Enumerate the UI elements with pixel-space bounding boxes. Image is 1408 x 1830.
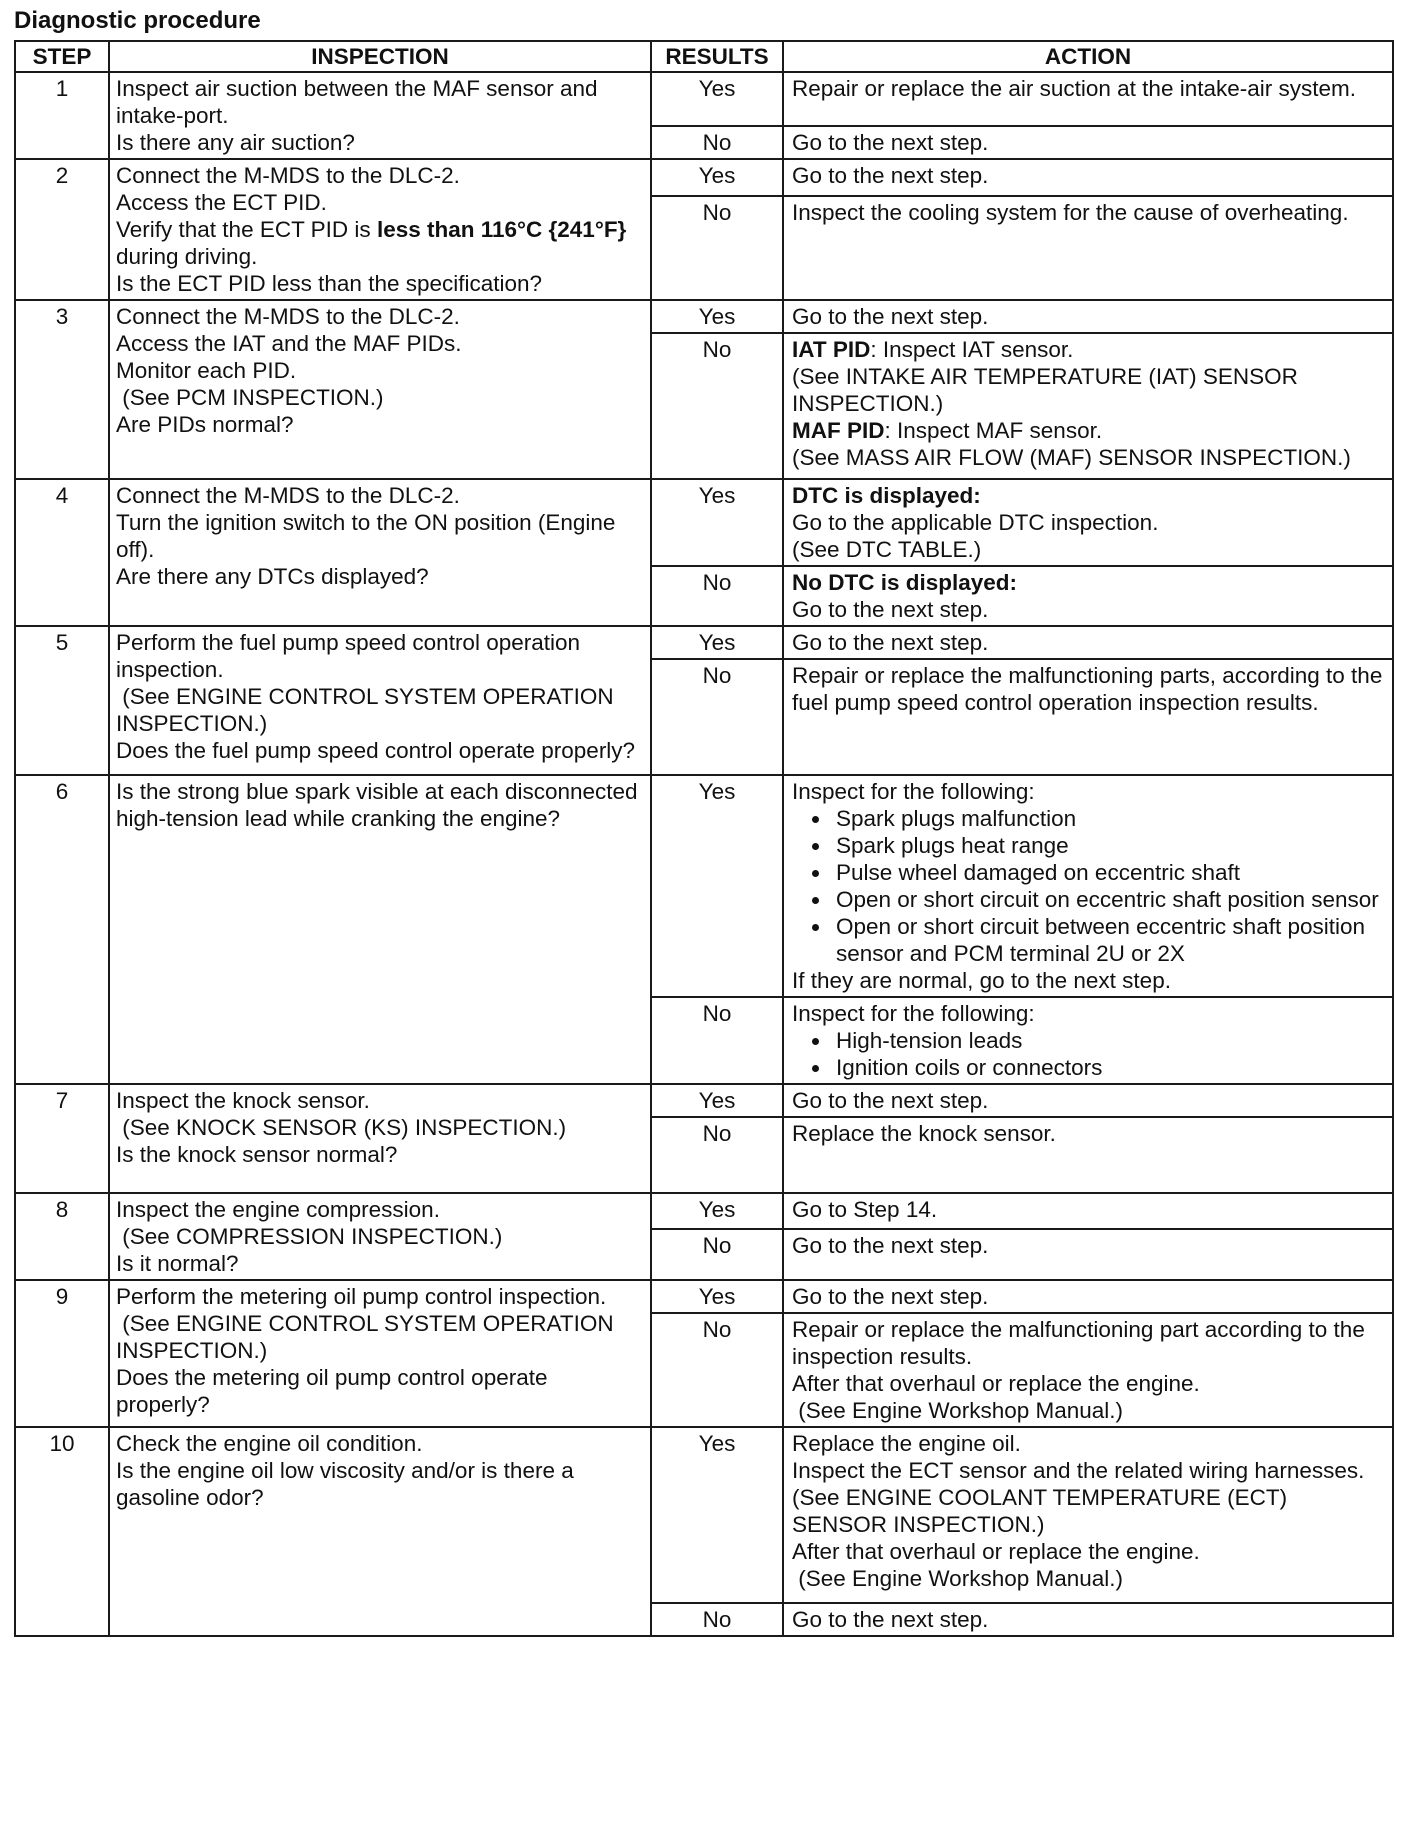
action-cell bbox=[783, 1084, 1393, 1117]
action-cell bbox=[783, 479, 1393, 566]
action-cell bbox=[783, 1427, 1393, 1603]
inspection-line: Check the engine oil condition. bbox=[116, 1431, 423, 1456]
table-row bbox=[15, 300, 1393, 333]
inspection-line: Monitor each PID. bbox=[116, 358, 297, 383]
step-number: 3 bbox=[15, 300, 109, 479]
inspection-line: Access the IAT and the MAF PIDs. bbox=[116, 331, 462, 356]
action-line: Inspect the cooling system for the cause of overheating. bbox=[792, 199, 1349, 225]
inspection-line: Perform the metering oil pump control inspection. bbox=[116, 1284, 607, 1309]
action-cell bbox=[783, 1229, 1393, 1280]
action-cell bbox=[783, 1193, 1393, 1229]
inspection-line: Is the engine oil low viscosity and/or is there a gasoline odor? bbox=[116, 1458, 580, 1510]
diagnostic-table bbox=[14, 40, 1394, 1637]
table-row bbox=[15, 1084, 1393, 1117]
action-cell bbox=[783, 775, 1393, 997]
bullet-item: • Pulse wheel damaged on eccentric shaft bbox=[832, 859, 1384, 886]
action-text: : Inspect MAF sensor. bbox=[884, 418, 1103, 443]
action-cell bbox=[783, 626, 1393, 659]
bullet-item: • Open or short circuit between eccentric shaft position sensor and PCM terminal 2U or 2X bbox=[832, 913, 1384, 967]
action-text: : Inspect IAT sensor. bbox=[870, 337, 1074, 362]
result-value: No bbox=[651, 997, 783, 1084]
header-inspection: INSPECTION bbox=[109, 41, 651, 72]
inspection-cell bbox=[109, 775, 651, 1084]
action-cell bbox=[783, 126, 1393, 159]
result-value: Yes bbox=[651, 72, 783, 126]
inspection-line: Perform the fuel pump speed control operation inspection. bbox=[116, 630, 587, 682]
inspection-line: Access the ECT PID. bbox=[116, 190, 327, 215]
table-row bbox=[15, 1427, 1393, 1603]
action-line: Go to the next step. bbox=[792, 597, 989, 622]
action-line: (See Engine Workshop Manual.) bbox=[792, 1566, 1124, 1591]
table-row bbox=[15, 775, 1393, 997]
step-number: 6 bbox=[15, 775, 109, 1084]
result-value: Yes bbox=[651, 1084, 783, 1117]
action-line: After that overhaul or replace the engine. bbox=[792, 1371, 1200, 1396]
inspection-line: (See KNOCK SENSOR (KS) INSPECTION.) bbox=[116, 1115, 567, 1140]
result-value: No bbox=[651, 1313, 783, 1427]
action-line: After that overhaul or replace the engine. bbox=[792, 1539, 1200, 1564]
bullet-item: • Spark plugs heat range bbox=[832, 832, 1384, 859]
table-row bbox=[15, 1193, 1393, 1229]
action-line: Repair or replace the malfunctioning parts, according to the fuel pump speed control operation inspection results. bbox=[792, 663, 1389, 715]
bullet-list bbox=[792, 805, 1384, 967]
table-body bbox=[15, 72, 1393, 1636]
action-cell bbox=[783, 1313, 1393, 1427]
inspection-cell bbox=[109, 72, 651, 159]
result-value: No bbox=[651, 333, 783, 479]
inspection-line: Are there any DTCs displayed? bbox=[116, 564, 429, 589]
step-number: 10 bbox=[15, 1427, 109, 1636]
inspection-cell bbox=[109, 1280, 651, 1427]
table-row bbox=[15, 479, 1393, 566]
result-value: Yes bbox=[651, 479, 783, 566]
action-label: MAF PID bbox=[792, 418, 885, 443]
result-value: No bbox=[651, 1603, 783, 1636]
action-cell bbox=[783, 300, 1393, 333]
inspection-line: Does the fuel pump speed control operate properly? bbox=[116, 738, 636, 763]
header-step: STEP bbox=[15, 41, 109, 72]
inspection-line: Is the ECT PID less than the specification? bbox=[116, 271, 543, 296]
bullet-list bbox=[792, 1027, 1384, 1081]
table-header bbox=[15, 41, 1393, 72]
bullet-item: • Open or short circuit on eccentric shaft position sensor bbox=[832, 886, 1384, 913]
table-row bbox=[15, 626, 1393, 659]
action-line: If they are normal, go to the next step. bbox=[792, 968, 1171, 993]
action-line: Go to the next step. bbox=[792, 630, 989, 655]
result-value: Yes bbox=[651, 626, 783, 659]
inspection-cell bbox=[109, 300, 651, 479]
inspection-cell bbox=[109, 1193, 651, 1280]
action-line: Inspect the ECT sensor and the related wiring harnesses. bbox=[792, 1458, 1365, 1483]
action-line: Go to the next step. bbox=[792, 1233, 989, 1259]
inspection-line: Is the knock sensor normal? bbox=[116, 1142, 398, 1167]
action-line: (See INTAKE AIR TEMPERATURE (IAT) SENSOR INSPECTION.) bbox=[792, 364, 1305, 416]
page-title: Diagnostic procedure bbox=[14, 7, 261, 34]
result-value: No bbox=[651, 1229, 783, 1280]
inspection-line: (See ENGINE CONTROL SYSTEM OPERATION INSPECTION.) bbox=[116, 1311, 620, 1363]
action-line: Inspect for the following: bbox=[792, 779, 1035, 804]
step-number: 9 bbox=[15, 1280, 109, 1427]
inspection-line: (See COMPRESSION INSPECTION.) bbox=[116, 1224, 503, 1249]
table-row bbox=[15, 72, 1393, 126]
result-value: No bbox=[651, 659, 783, 775]
inspection-cell bbox=[109, 1084, 651, 1193]
header-action: ACTION bbox=[783, 41, 1393, 72]
result-value: Yes bbox=[651, 1280, 783, 1313]
result-value: Yes bbox=[651, 300, 783, 333]
step-number: 1 bbox=[15, 72, 109, 159]
action-line: (See DTC TABLE.) bbox=[792, 537, 982, 562]
action-line: No DTC is displayed: bbox=[792, 570, 1018, 595]
action-line: Inspect for the following: bbox=[792, 1001, 1035, 1026]
action-cell bbox=[783, 997, 1393, 1084]
inspection-cell bbox=[109, 1427, 651, 1636]
action-line: Go to the next step. bbox=[792, 1284, 989, 1309]
result-value: No bbox=[651, 566, 783, 626]
action-line: Go to the next step. bbox=[792, 1607, 989, 1632]
action-line bbox=[792, 417, 1384, 444]
action-line: Go to the applicable DTC inspection. bbox=[792, 510, 1159, 535]
action-line: Repair or replace the malfunctioning part according to the inspection results. bbox=[792, 1317, 1372, 1369]
inspection-line: Connect the M-MDS to the DLC-2. bbox=[116, 163, 460, 188]
inspection-line: Verify that the ECT PID is less than 116°C {241°F} during driving. bbox=[116, 217, 633, 269]
inspection-cell bbox=[109, 479, 651, 626]
action-cell bbox=[783, 1280, 1393, 1313]
action-line bbox=[792, 336, 1384, 363]
result-value: Yes bbox=[651, 1193, 783, 1229]
result-value: Yes bbox=[651, 159, 783, 196]
inspection-line: Is it normal? bbox=[116, 1251, 239, 1276]
inspection-line: Inspect air suction between the MAF sensor and intake-port. bbox=[116, 76, 604, 128]
step-number: 5 bbox=[15, 626, 109, 775]
action-line: Replace the engine oil. bbox=[792, 1431, 1021, 1456]
action-cell bbox=[783, 159, 1393, 196]
step-number: 4 bbox=[15, 479, 109, 626]
action-cell bbox=[783, 72, 1393, 126]
inspection-cell bbox=[109, 626, 651, 775]
inspection-line: Are PIDs normal? bbox=[116, 412, 294, 437]
inspection-line: Inspect the engine compression. bbox=[116, 1197, 440, 1222]
table-row bbox=[15, 1280, 1393, 1313]
inspection-cell bbox=[109, 159, 651, 300]
action-cell bbox=[783, 1603, 1393, 1636]
step-number: 7 bbox=[15, 1084, 109, 1193]
result-value: Yes bbox=[651, 1427, 783, 1603]
table-row bbox=[15, 159, 1393, 196]
step-number: 8 bbox=[15, 1193, 109, 1280]
inspection-line: Connect the M-MDS to the DLC-2. bbox=[116, 483, 460, 508]
inspection-line: (See ENGINE CONTROL SYSTEM OPERATION INSPECTION.) bbox=[116, 684, 620, 736]
action-label: IAT PID bbox=[792, 337, 871, 362]
header-row bbox=[15, 41, 1393, 72]
action-line: Go to the next step. bbox=[792, 1088, 989, 1113]
result-value: No bbox=[651, 1117, 783, 1193]
action-cell bbox=[783, 333, 1393, 479]
result-value: Yes bbox=[651, 775, 783, 997]
action-line: Go to the next step. bbox=[792, 163, 989, 188]
action-line: Repair or replace the air suction at the intake-air system. bbox=[792, 76, 1357, 101]
action-line: Go to the next step. bbox=[792, 304, 989, 329]
step-number: 2 bbox=[15, 159, 109, 300]
result-value: No bbox=[651, 126, 783, 159]
action-line: (See ENGINE COOLANT TEMPERATURE (ECT) SENSOR INSPECTION.) bbox=[792, 1485, 1294, 1537]
action-cell bbox=[783, 659, 1393, 775]
action-cell bbox=[783, 1117, 1393, 1193]
action-cell bbox=[783, 566, 1393, 626]
action-line: Go to the next step. bbox=[792, 130, 989, 155]
inspection-line: Is the strong blue spark visible at each disconnected high-tension lead while cranking the engine? bbox=[116, 779, 644, 831]
bullet-item: • Ignition coils or connectors bbox=[832, 1054, 1384, 1081]
bullet-item: • High-tension leads bbox=[832, 1027, 1384, 1054]
header-results: RESULTS bbox=[651, 41, 783, 72]
inspection-line: Connect the M-MDS to the DLC-2. bbox=[116, 304, 460, 329]
inspection-line: Is there any air suction? bbox=[116, 130, 355, 155]
action-cell bbox=[783, 196, 1393, 300]
result-value: No bbox=[651, 196, 783, 300]
action-line: (See Engine Workshop Manual.) bbox=[792, 1398, 1124, 1423]
inspection-line: (See PCM INSPECTION.) bbox=[116, 385, 384, 410]
action-line: Go to Step 14. bbox=[792, 1197, 938, 1222]
inspection-line: Inspect the knock sensor. bbox=[116, 1088, 370, 1113]
action-line: DTC is displayed: bbox=[792, 483, 981, 508]
action-line: (See MASS AIR FLOW (MAF) SENSOR INSPECTION.) bbox=[792, 445, 1351, 470]
action-line: Replace the knock sensor. bbox=[792, 1121, 1056, 1146]
inspection-line: Turn the ignition switch to the ON position (Engine off). bbox=[116, 510, 622, 562]
bullet-item: • Spark plugs malfunction bbox=[832, 805, 1384, 832]
inspection-line: Does the metering oil pump control operate properly? bbox=[116, 1365, 554, 1417]
